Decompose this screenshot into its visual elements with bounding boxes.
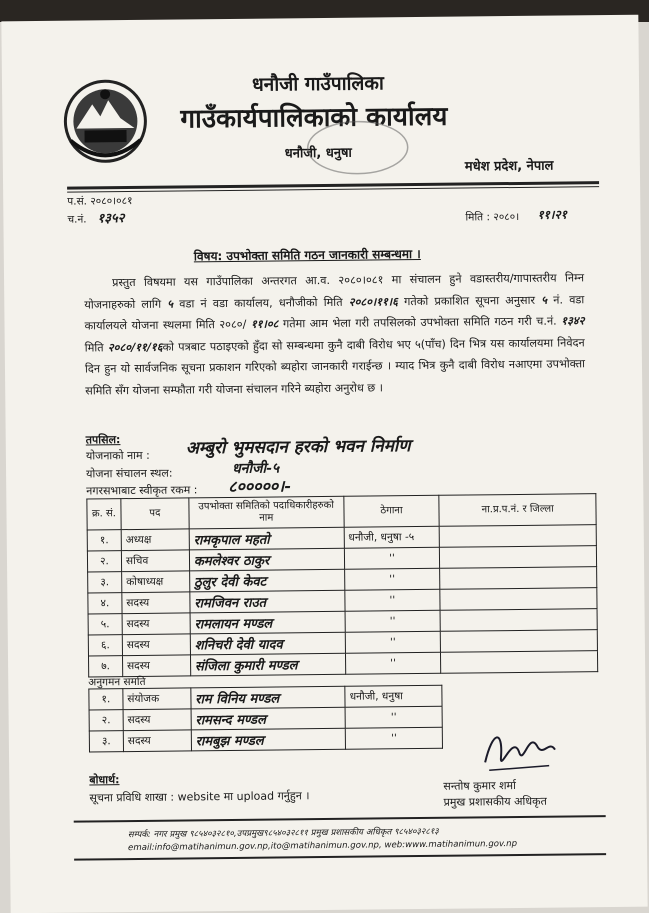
row-address: '' bbox=[344, 547, 440, 569]
row-post: सचिव bbox=[121, 550, 189, 572]
row-post: सदस्य bbox=[122, 613, 190, 635]
project-label: योजनाको नाम : bbox=[85, 448, 150, 463]
row-address: '' bbox=[344, 589, 440, 611]
row-address: धनौजी, धनुषा bbox=[345, 685, 442, 707]
row-name: रामसन्द मण्डल bbox=[191, 707, 346, 730]
row-address: '' bbox=[345, 652, 441, 674]
municipality-emblem-icon bbox=[62, 78, 149, 165]
row-address: '' bbox=[345, 631, 441, 653]
table-row bbox=[89, 727, 442, 752]
row-sn: ४. bbox=[88, 593, 122, 614]
row-name: शनिचरी देवी यादव bbox=[190, 632, 345, 655]
row-sn: ५. bbox=[88, 614, 122, 635]
row-name: रामजिवन राउत bbox=[190, 590, 345, 613]
monitoring-table bbox=[88, 685, 443, 753]
row-post: सदस्य bbox=[123, 709, 191, 731]
col-header-address: ठेगाना bbox=[343, 495, 439, 527]
notice-body bbox=[84, 267, 585, 401]
row-post: सदस्य bbox=[122, 634, 190, 656]
committee-table bbox=[86, 493, 598, 677]
subject-line: विषय: उपभोक्ता समिति गठन जानकारी सम्बन्धमा । bbox=[193, 246, 421, 264]
date1-hand: २०८०।११।६ bbox=[348, 293, 398, 309]
bodharth-heading: बोधार्थ: bbox=[89, 773, 120, 787]
province-name: मधेश प्रदेश, नेपाल bbox=[464, 158, 554, 175]
office-stamp-icon bbox=[302, 117, 413, 178]
notice-document bbox=[1, 15, 647, 913]
row-citizenship bbox=[441, 651, 598, 674]
dispatch-number: १३५२ bbox=[97, 211, 125, 227]
dispatch-label: च.नं. bbox=[67, 213, 87, 226]
row-address: '' bbox=[345, 610, 441, 632]
site-value: धनौजी-५ bbox=[231, 460, 280, 477]
row-post: अध्यक्ष bbox=[121, 529, 189, 551]
row-citizenship bbox=[440, 609, 597, 632]
row-address: '' bbox=[346, 727, 443, 749]
row-citizenship bbox=[440, 588, 597, 611]
row-sn: २. bbox=[89, 710, 123, 731]
row-sn: १. bbox=[89, 689, 123, 710]
body-text-3: गतेको प्रकाशित सूचना अनुसार bbox=[404, 293, 536, 308]
body-text-6: मिति bbox=[84, 340, 104, 355]
row-name: कमलेश्वर ठाकुर bbox=[189, 548, 344, 571]
row-citizenship bbox=[440, 525, 597, 548]
details-heading: तपसिल: bbox=[85, 433, 121, 447]
row-sn: १. bbox=[87, 530, 121, 551]
row-post: कोषाध्यक्ष bbox=[122, 571, 190, 593]
body-text-5: गतेमा आम भेला गरी तपसिलको उपभोक्ता समिति गठन गरी च.नं. bbox=[282, 314, 557, 331]
col-header-post: पद bbox=[121, 498, 189, 530]
col-header-sn: क्र. सं. bbox=[87, 499, 121, 530]
row-name: राम विनिय मण्डल bbox=[191, 686, 346, 709]
date-handwritten: ११।२१ bbox=[537, 207, 567, 222]
row-sn: ७. bbox=[88, 656, 122, 677]
footer-emails: email:info@matihanimun.gov.np,ito@matihanimun.gov.np, web:www.matihanimun.gov.np bbox=[127, 839, 518, 854]
municipality-name: धनौजी गाउँपालिका bbox=[251, 72, 384, 96]
row-address: '' bbox=[344, 568, 440, 590]
row-name: संजिला कुमारी मण्डल bbox=[190, 653, 345, 676]
office-location: धनौजी, धनुषा bbox=[284, 145, 352, 162]
row-address: धनौजी, धनुषा -५ bbox=[344, 526, 440, 548]
footer-divider bbox=[74, 815, 606, 823]
row-sn: ३. bbox=[88, 572, 122, 593]
row-post: सदस्य bbox=[123, 730, 191, 752]
body-text-4: नं. वडा कार्यालयले योजना स्थलमा मिति २०८०/ bbox=[84, 292, 585, 333]
site-label: योजना संचालन स्थल: bbox=[86, 466, 173, 481]
row-citizenship bbox=[441, 630, 598, 653]
body-text-1: प्रस्तुत विषयमा यस गाउँपालिका अन्तरगत आ.व. २०८०।०८१ मा संचालन हुने वडास्तरीय/गापास्तरीय निम्न योजनाहरुको लागि bbox=[84, 271, 585, 312]
footer-divider-bottom bbox=[74, 853, 606, 861]
date3-hand: २०८०/११/१६ bbox=[107, 339, 163, 354]
row-name: रामलायन मण्डल bbox=[190, 611, 345, 634]
ward2-hand: ५ bbox=[541, 292, 548, 307]
row-post: सदस्य bbox=[122, 592, 190, 614]
amount-label: नगरसभाबाट स्वीकृत रकम : bbox=[86, 483, 198, 498]
footer-contacts: सम्पर्क: नगर प्रमुख ९८५४०३२८१०,उपप्रमुख९८५४०३२८११ प्रमुख प्रशासकीय अधिकृत ९८५४०३२८१३ bbox=[127, 826, 439, 841]
row-name: ठुलुर देवी केवट bbox=[189, 569, 344, 592]
date-label: मिति : २०८०। bbox=[465, 210, 520, 224]
letter-number: प.सं. २०८०।०८१ bbox=[67, 194, 133, 208]
table-row bbox=[88, 651, 597, 677]
row-post: संयोजक bbox=[123, 688, 191, 710]
signatory-name: सन्तोष कुमार शर्मा bbox=[443, 779, 517, 793]
row-citizenship bbox=[440, 546, 597, 569]
project-value: अम्बुरो भुमसदान हरको भवन निर्माण bbox=[185, 436, 411, 459]
cn-hand: १३४२ bbox=[561, 313, 585, 328]
ward-number-hand: ५ bbox=[167, 296, 174, 311]
body-text-7: को पत्रबाट पठाइएको हुँदा सो सम्बन्धमा कुनै दाबी विरोध भए ५(पाँच) दिन भित्र यस कार्यालयमा निवेदन दिन हुन यो सार्वजनिक सूचना प्रकाशन गरिएको ब्यहोरा जानकारी गराईन्छ । म्याद भित्र कुनै दाबी विरोध नआएमा उपभोक्ता समिति सँग योजना सम्फौता गरी योजना संचालन गरिने ब्यहोरा अनुरोध छ । bbox=[84, 335, 586, 398]
body-text-2: वडा नं वडा कार्यालय, धनौजीको मिति bbox=[179, 295, 343, 311]
col-header-name: उपभोक्ता समितिको पदाधिकारीहरुको नाम bbox=[189, 496, 344, 529]
signatory-title: प्रमुख प्रशासकीय अधिकृत bbox=[443, 794, 547, 809]
signature-icon bbox=[479, 722, 560, 781]
amount-value: ८०००००।- bbox=[228, 476, 291, 497]
row-sn: ६. bbox=[88, 635, 122, 656]
row-post: सदस्य bbox=[122, 655, 190, 677]
row-sn: २. bbox=[87, 551, 121, 572]
row-sn: ३. bbox=[89, 731, 123, 752]
row-citizenship bbox=[440, 567, 597, 590]
row-name: रामकृपाल महतो bbox=[189, 527, 344, 550]
row-name: रामबुझ मण्डल bbox=[191, 728, 346, 751]
monitoring-heading: अनुगमन समति bbox=[88, 675, 146, 689]
col-header-citizenship: ना.प्र.प.नं. र जिल्ला bbox=[439, 494, 596, 527]
bodharth-line: सूचना प्रविधि शाखा : website मा upload गर्नुहुन । bbox=[89, 789, 310, 805]
office-name: गाउँकार्यपालिकाको कार्यालय bbox=[180, 101, 448, 135]
row-address: '' bbox=[345, 706, 442, 728]
date2-hand: ११।०८ bbox=[250, 316, 279, 331]
